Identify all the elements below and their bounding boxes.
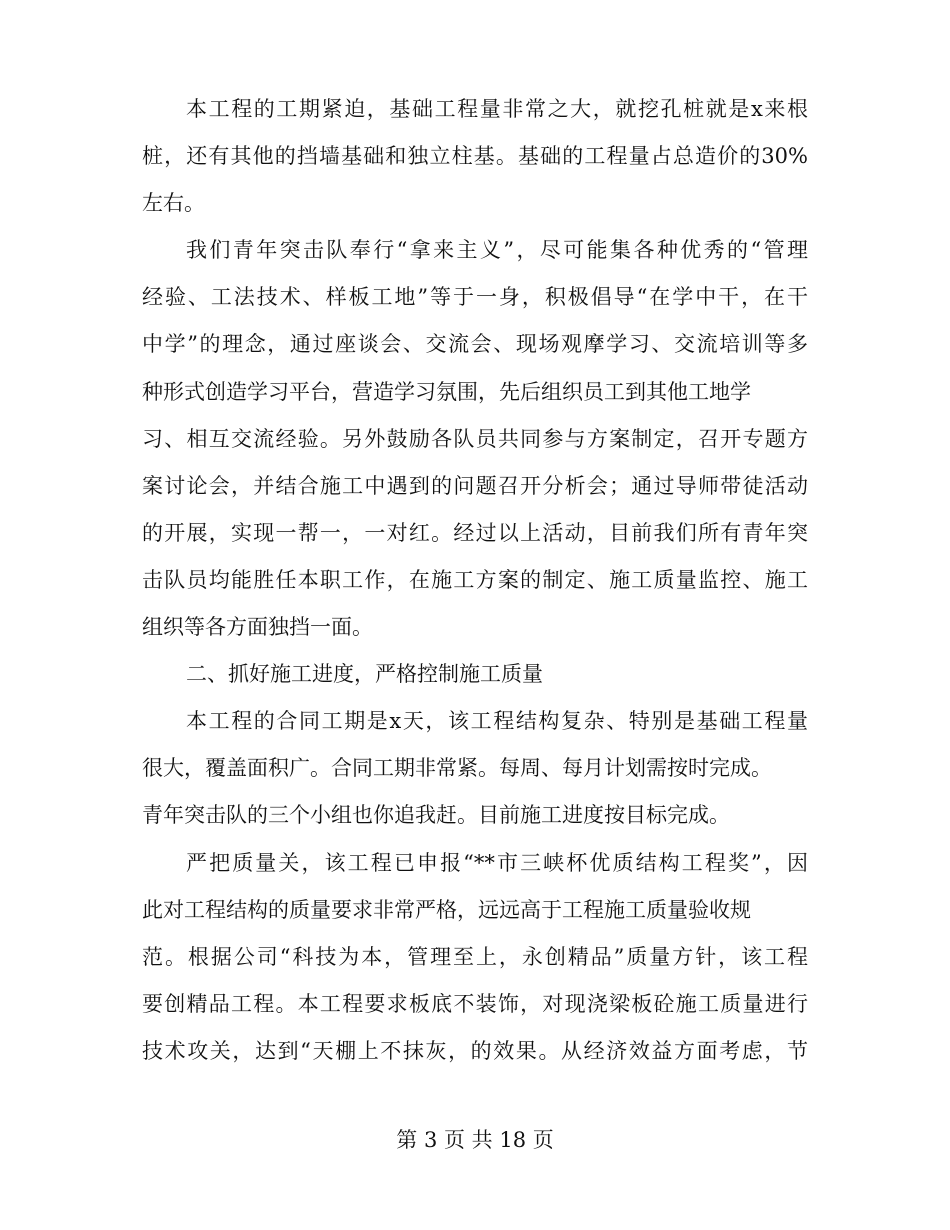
- text-line: 本工程的工期紧迫，基础工程量非常之大，就挖孔桩就是x来根: [186, 97, 808, 121]
- text-line: 青年突击队的三个小组也你追我赶。目前施工进度按目标完成。: [142, 803, 730, 828]
- text-line: 桩，还有其他的挡墙基础和独立柱基。基础的工程量占总造价的30%: [142, 144, 808, 169]
- text-line: 技术攻关，达到“天棚上不抹灰，的效果。从经济效益方面考虑，节: [142, 1038, 808, 1063]
- text-line: 习、相互交流经验。另外鼓励各队员共同参与方案制定，召开专题方: [142, 426, 808, 451]
- text-line: 击队员均能胜任本职工作，在施工方案的制定、施工质量监控、施工: [142, 567, 808, 592]
- document-body: [142, 86, 808, 1075]
- text-line: 很大，覆盖面积广。合同工期非常紧。每周、每月计划需按时完成。: [142, 756, 772, 781]
- section-heading: 二、抓好施工进度，严格控制施工质量: [186, 662, 543, 687]
- text-line: 本工程的合同工期是x天，该工程结构复杂、特别是基础工程量: [186, 709, 808, 734]
- text-line: 此对工程结构的质量要求非常严格，远远高于工程施工质量验收规: [142, 897, 751, 922]
- text-line: 经验、工法技术、样板工地”等于一身，积极倡导“在学中干，在干: [142, 285, 808, 310]
- text-line: 左右。: [142, 191, 205, 216]
- text-line: 中学”的理念，通过座谈会、交流会、现场观摩学习、交流培训等多: [142, 332, 808, 357]
- text-line: 案讨论会，并结合施工中遇到的问题召开分析会；通过导师带徒活动: [142, 473, 808, 498]
- text-line: 要创精品工程。本工程要求板底不装饰，对现浇梁板砼施工质量进行: [142, 991, 808, 1016]
- text-line: 组织等各方面独挡一面。: [142, 615, 373, 640]
- page-number-footer: 第 3 页 共 18 页: [396, 1128, 554, 1152]
- text-line: 严把质量关，该工程已申报“**市三峡杯优质结构工程奖”，因: [186, 850, 808, 875]
- text-line: 的开展，实现一帮一，一对红。经过以上活动，目前我们所有青年突: [142, 520, 808, 545]
- text-line: 范。根据公司“科技为本，管理至上，永创精品”质量方针，该工程: [142, 944, 808, 969]
- text-line: 我们青年突击队奉行“拿来主义”，尽可能集各种优秀的“管理: [186, 238, 808, 263]
- text-line: 种形式创造学习平台，营造学习氛围，先后组织员工到其他工地学: [142, 379, 751, 404]
